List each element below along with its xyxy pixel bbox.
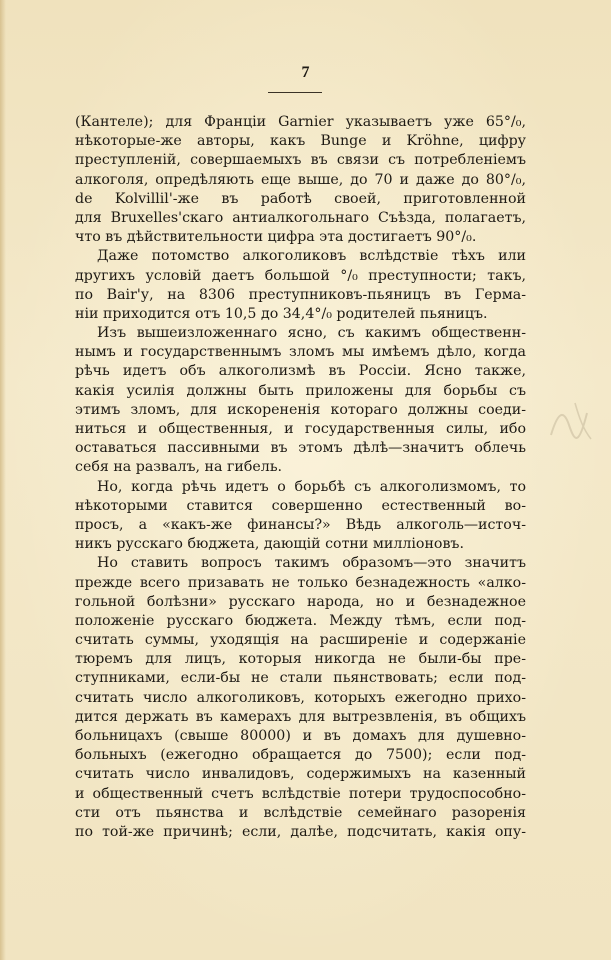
- text-line: рѣчь идетъ объ алкоголизмѣ въ Россіи. Ясно также,: [75, 363, 526, 380]
- text-line: ніи приходится отъ 10,5 до 34,4°/₀ родителей пьяницъ.: [75, 305, 488, 322]
- text-line: просъ, а «какъ-же финансы?» Вѣдь алкоголь—источ-: [75, 516, 526, 533]
- text-line: считать число алкоголиковъ, которыхъ ежегодно прихо-: [75, 689, 526, 706]
- paragraph-first-line: Но ставить вопросъ такимъ образомъ—это значитъ: [97, 555, 526, 572]
- text-line: никъ русскаго бюджета, дающій сотни милліоновъ.: [75, 536, 464, 553]
- text-line: и общественный счетъ вслѣдствіе потери трудоспособно-: [75, 785, 526, 802]
- text-line: считать число инвалидовъ, содержимыхъ на казенный: [75, 766, 526, 783]
- text-line: ступниками, если-бы не стали пьянствовать; если под-: [75, 670, 526, 687]
- page-number: 7: [301, 64, 310, 81]
- page-edge-shadow: [0, 0, 6, 960]
- text-line: считать суммы, уходящія на расширеніе и содержаніе: [75, 632, 526, 649]
- text-line: ниться и общественныя, и государственныя силы, ибо: [75, 421, 526, 437]
- text-line: прежде всего призавать не только безнадежность «алко-: [75, 574, 526, 591]
- text-line: сти отъ пьянства и вслѣдствіе семейнаго разоренія: [75, 804, 526, 821]
- paragraph-first-line: Но, когда рѣчь идетъ о борьбѣ съ алкоголизмомъ, то: [97, 478, 526, 495]
- text-line: de Kolvillil'-же въ работѣ своей, приготовленной: [75, 190, 526, 207]
- text-line: дится держать въ камерахъ для вытрезвленія, въ общихъ: [75, 708, 526, 725]
- text-line: положеніе русскаго бюджета. Между тѣмъ, если под-: [75, 612, 526, 629]
- paragraph-first-line: Изъ вышеизложеннаго ясно, съ какимъ общественн-: [97, 325, 526, 342]
- text-line: больницахъ (свыше 80000) и въ домахъ для душевно-: [75, 728, 526, 744]
- text-line: оставаться пассивными въ этомъ дѣлѣ—значитъ облечь: [75, 440, 526, 457]
- text-line: больныхъ (ежегодно обращается до 7500); если под-: [75, 747, 526, 764]
- text-line: какія усилія должны быть приложены для борьбы съ: [75, 382, 526, 399]
- text-line: (Кантеле); для Франціи Garnier указываетъ уже 65°/₀,: [75, 114, 526, 130]
- text-line: нѣкоторыми ставится совершенно естественный во-: [75, 497, 526, 514]
- text-line: тюремъ для лицъ, которыя никогда не были-бы пре-: [75, 651, 526, 668]
- text-line: другихъ условій даетъ большой °/₀ преступности; такъ,: [75, 267, 526, 284]
- text-line: нымъ и государственнымъ зломъ мы имѣемъ дѣло, когда: [75, 344, 526, 361]
- text-line: этимъ зломъ, для искорененія котораго должны соеди-: [75, 401, 526, 418]
- text-line: себя на развалъ, на гибель.: [75, 459, 283, 476]
- body-text: [75, 113, 526, 842]
- text-line: по Bair'у, на 8306 преступниковъ-пьяницъ въ Герма-: [75, 286, 526, 303]
- text-line: для Bruxelles'скаго антиалкогольнаго Съѣзда, полагаетъ,: [75, 209, 526, 226]
- text-line: нѣкоторые-же авторы, какъ Bunge и Kröhne, цифру: [75, 133, 526, 150]
- text-line: что въ дѣйствительности цифра эта достигаетъ 90°/₀.: [75, 229, 477, 246]
- text-line: алкоголя, опредѣляють еще выше, до 70 и даже до 80°/₀,: [75, 171, 526, 188]
- text-line: гольной болѣзни» русскаго народа, но и безнадежное: [75, 593, 526, 610]
- paragraph-first-line: Даже потомство алкоголиковъ вслѣдствіе тѣхъ или: [97, 248, 526, 265]
- text-line: по той-же причинѣ; если, далѣе, подсчитать, какія опу-: [75, 823, 526, 840]
- faint-pencil-mark: [545, 395, 595, 450]
- text-line: преступленій, совершаемыхъ въ связи съ потребленіемъ: [75, 152, 526, 169]
- page-number-rule: [268, 92, 322, 93]
